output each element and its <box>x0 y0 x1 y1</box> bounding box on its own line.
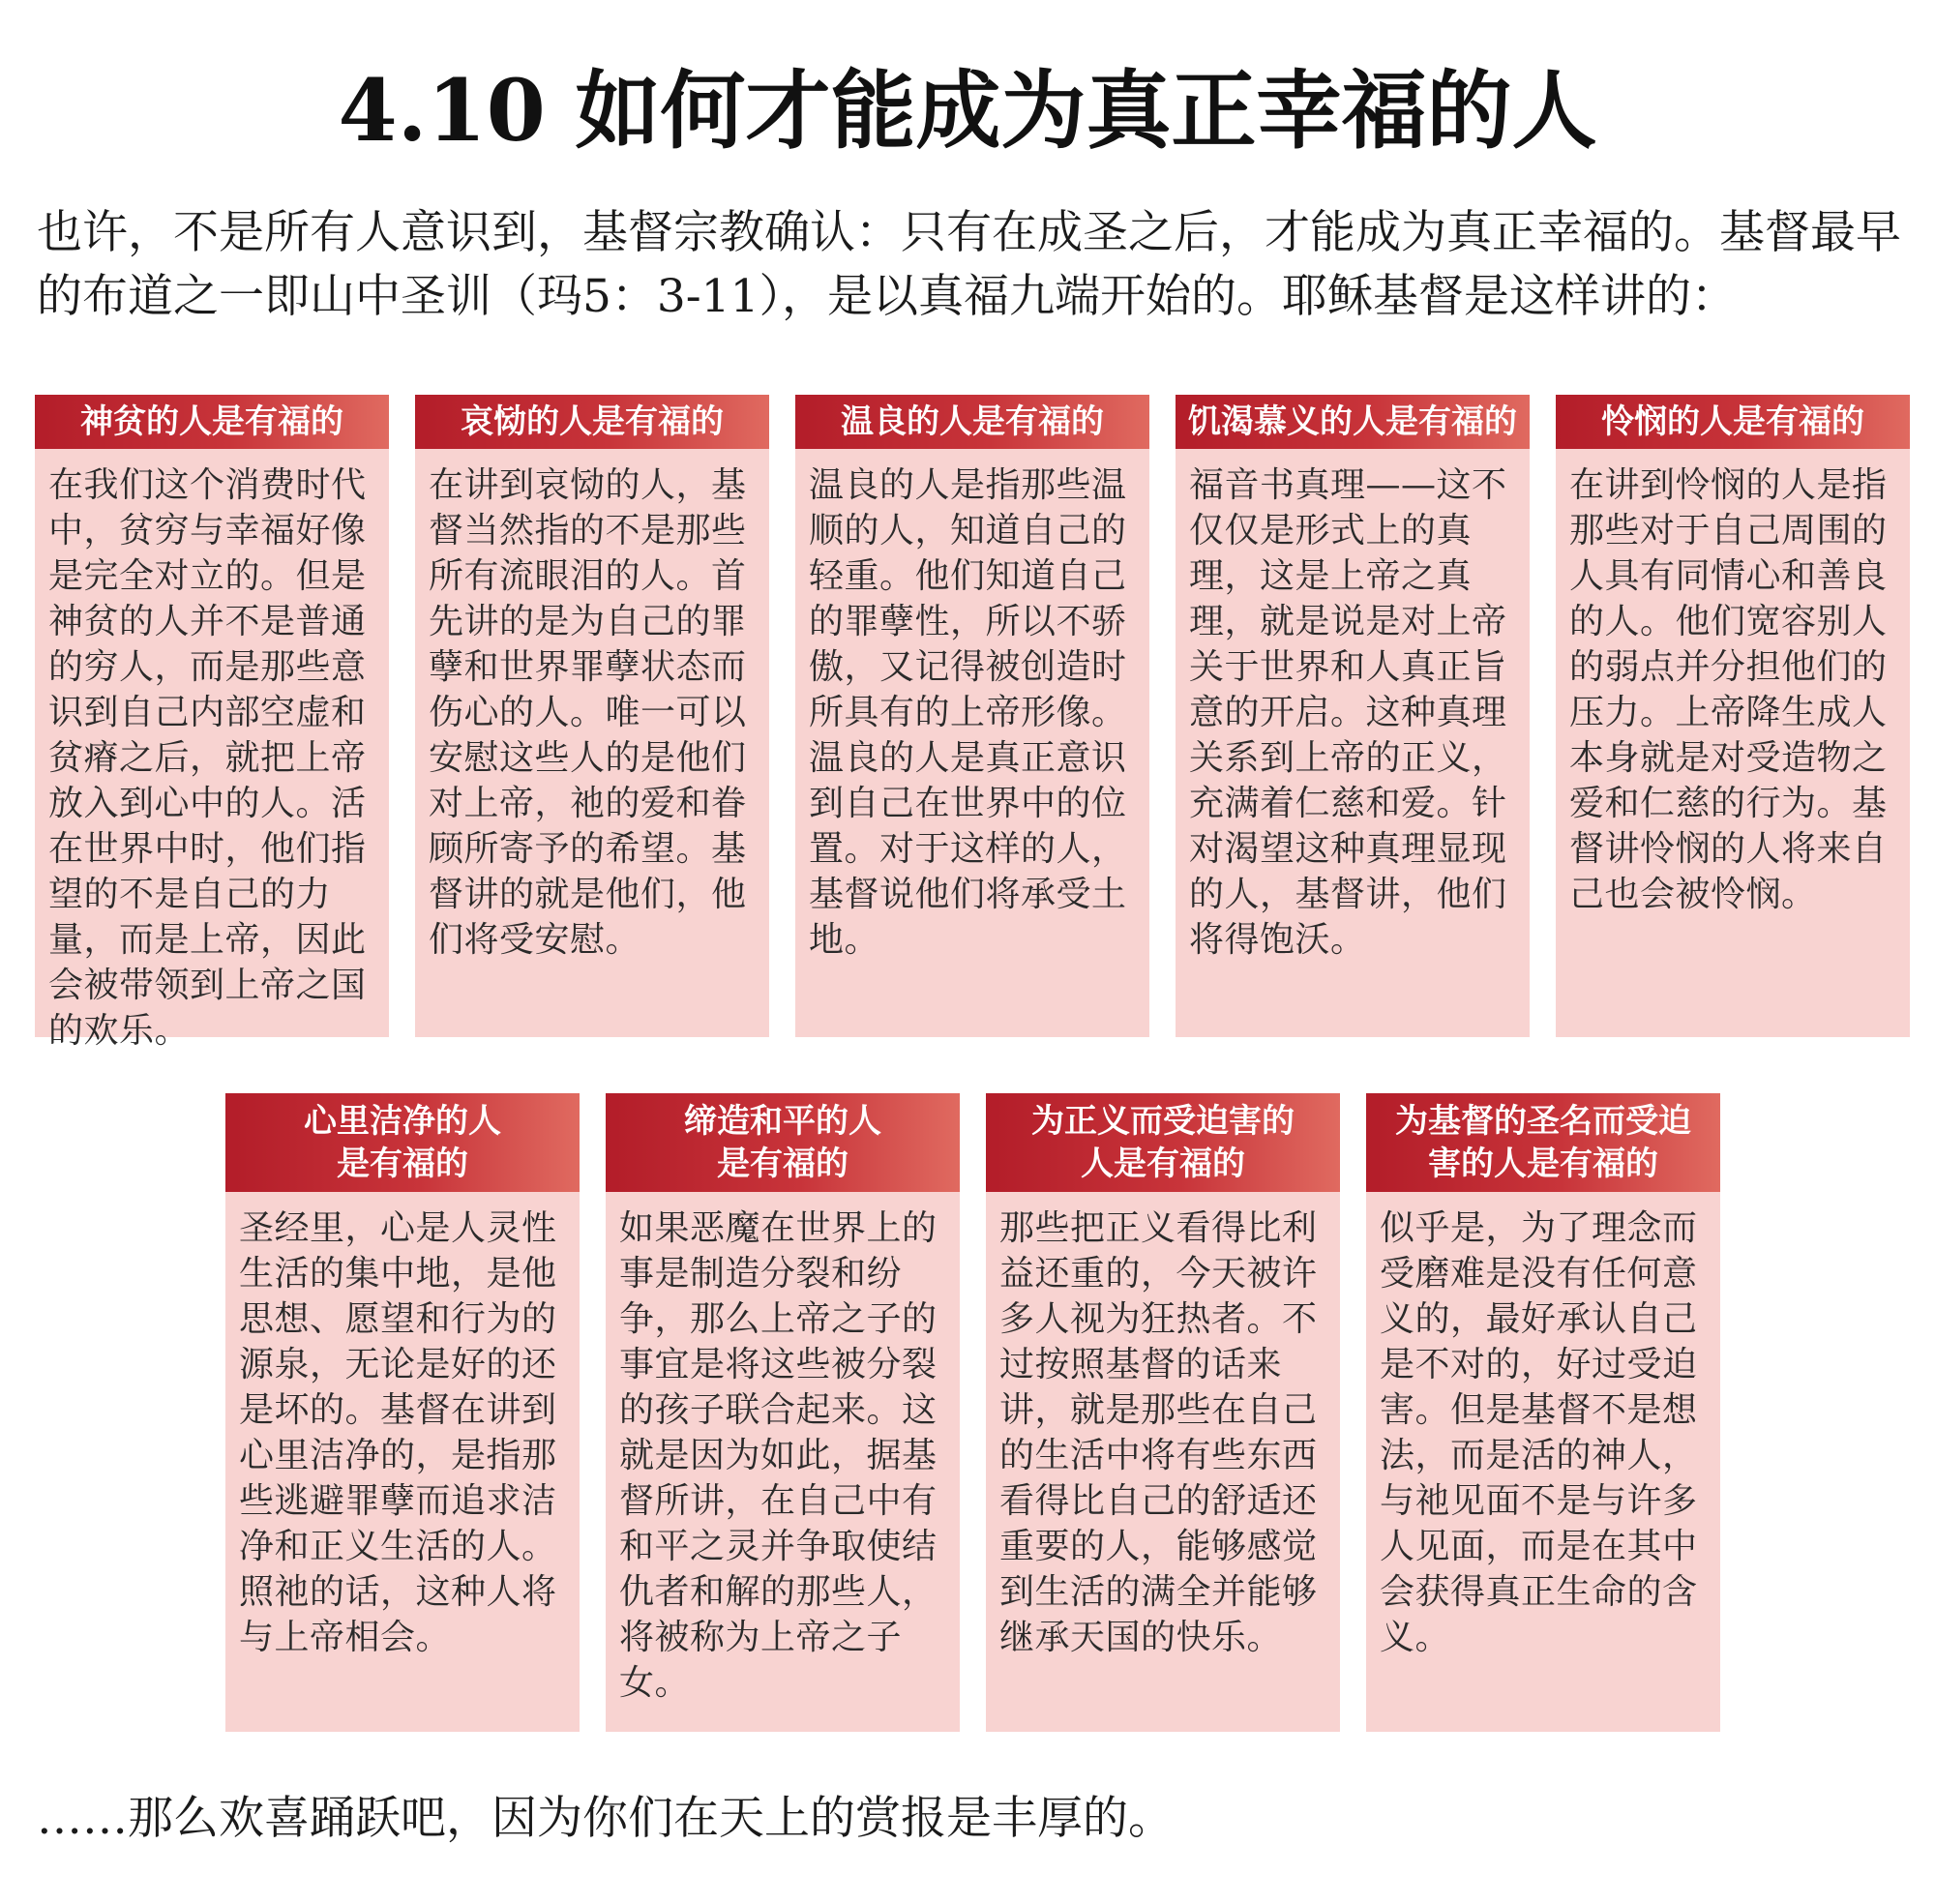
beatitude-card-pure-in-heart <box>225 1093 580 1732</box>
beatitude-heading-text: 为正义而受迫害的 人是有福的 <box>1031 1102 1295 1183</box>
beatitude-text: 圣经里，心是人灵性生活的集中地，是他思想、愿望和行为的源泉，无论是好的还是坏的。基督在讲到心里洁净的，是指那些逃避罪孽而追求洁净和正义生活的人。照祂的话，这种人将与上帝相会。 <box>239 1208 557 1657</box>
beatitude-heading: 神贫的人是有福的 <box>35 395 389 449</box>
beatitude-heading <box>225 1093 580 1192</box>
beatitude-heading <box>1366 1093 1720 1192</box>
beatitude-text: 如果恶魔在世界上的事是制造分裂和纷争，那么上帝之子的事宜是将这些被分裂的孩子联合起来。这就是因为如此，据基督所讲，在自己中有和平之灵并争取使结仇者和解的那些人，将被称为上帝之子女。 <box>619 1208 938 1703</box>
beatitude-card-merciful <box>1556 395 1910 1037</box>
beatitude-card-peacemakers <box>606 1093 960 1732</box>
beatitude-card-mourn <box>415 395 769 1037</box>
beatitude-card-persecuted-righteousness <box>986 1093 1340 1732</box>
beatitude-card-poor-in-spirit <box>35 395 389 1051</box>
beatitude-text: 温良的人是指那些温顺的人，知道自己的轻重。他们知道自己的罪孽性，所以不骄傲，又记得被创造时所具有的上帝形像。温良的人是真正意识到自己在世界中的位置。对于这样的人，基督说他们将承受土地。 <box>809 465 1127 960</box>
beatitude-heading-text: 缔造和平的人 是有福的 <box>684 1102 881 1183</box>
beatitude-text: 在讲到哀恸的人，基督当然指的不是那些所有流眼泪的人。首先讲的是为自己的罪孽和世界罪孽状态而伤心的人。唯一可以安慰这些人的是他们对上帝，祂的爱和眷顾所寄予的希望。基督讲的就是他们，他们将受安慰。 <box>429 465 747 960</box>
beatitude-card-hunger-righteousness <box>1176 395 1530 1037</box>
beatitude-text: 在讲到怜悯的人是指那些对于自己周围的人具有同情心和善良的人。他们宽容别人的弱点并分担他们的压力。上帝降生成人本身就是对受造物之爱和仁慈的行为。基督讲怜悯的人将来自己也会被怜悯。 <box>1569 465 1888 914</box>
intro-paragraph: 也许，不是所有人意识到，基督宗教确认：只有在成圣之后，才能成为真正幸福的。基督最早的布道之一即山中圣训（玛5：3-11），是以真福九端开始的。耶稣基督是这样讲的： <box>37 206 1901 323</box>
beatitude-heading-text: 心里洁净的人 是有福的 <box>304 1102 501 1183</box>
beatitude-text: 在我们这个消费时代中，贫穷与幸福好像是完全对立的。但是神贫的人并不是普通的穷人，而是那些意识到自己内部空虚和贫瘠之后，就把上帝放入到心中的人。活在世界中时，他们指望的不是自己的力量，而是上帝，因此会被带领到上帝之国的欢乐。 <box>48 465 367 1051</box>
beatitude-card-meek <box>795 395 1149 1037</box>
beatitude-text: 似乎是，为了理念而受磨难是没有任何意义的，最好承认自己是不对的，好过受迫害。但是基督不是想法，而是活的神人，与祂见面不是与许多人见面，而是在其中会获得真正生命的含义。 <box>1380 1208 1698 1657</box>
beatitude-heading: 饥渴慕义的人是有福的 <box>1176 395 1530 449</box>
beatitude-heading: 温良的人是有福的 <box>795 395 1149 449</box>
beatitude-heading <box>986 1093 1340 1192</box>
beatitude-card-persecuted-for-christ <box>1366 1093 1720 1732</box>
closing-line: ……那么欢喜踊跃吧，因为你们在天上的赏报是丰厚的。 <box>37 1792 1174 1845</box>
page-title: 4.10 如何才能成为真正幸福的人 <box>338 60 1597 161</box>
beatitude-heading: 怜悯的人是有福的 <box>1556 395 1910 449</box>
beatitude-heading-text: 为基督的圣名而受迫 害的人是有福的 <box>1395 1102 1691 1183</box>
beatitude-text: 那些把正义看得比利益还重的，今天被许多人视为狂热者。不过按照基督的话来讲，就是那些在自己的生活中将有些东西看得比自己的舒适还重要的人，能够感觉到生活的满全并能够继承天国的快乐。 <box>999 1208 1318 1657</box>
beatitude-heading <box>606 1093 960 1192</box>
beatitude-text: 福音书真理——这不仅仅是形式上的真理，这是上帝之真理，就是说是对上帝关于世界和人真正旨意的开启。这种真理关系到上帝的正义，充满着仁慈和爱。针对渴望这种真理显现的人，基督讲，他们将得饱沃。 <box>1189 465 1507 960</box>
beatitude-heading: 哀恸的人是有福的 <box>415 395 769 449</box>
